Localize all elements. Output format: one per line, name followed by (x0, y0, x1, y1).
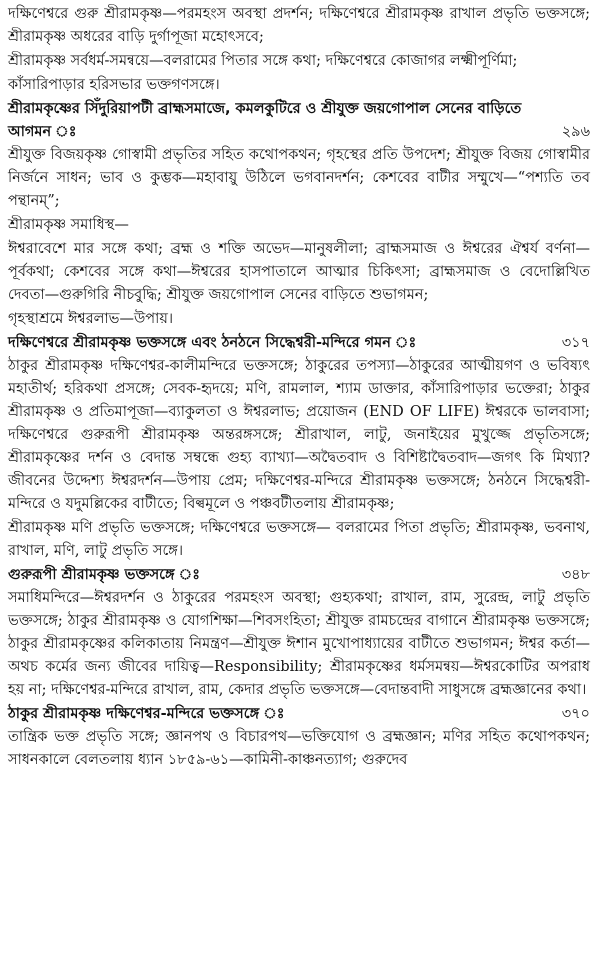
paragraph: তান্ত্রিক ভক্ত প্রভৃতি সঙ্গে; জ্ঞানপথ ও বিচারপথ—ভক্তিযোগ ও ব্রহ্মজ্ঞান; মণির সহিত কথোপকথন; সাধনকালে বেলতলায় ধ্যান ১৮৫৯-৬১—কামিনী-কাঞ্চনত্যাগ; গুরুদেব (8, 729, 590, 768)
paragraph: গৃহস্থাশ্রমে ঈশ্বরলাভ—উপায়। (8, 311, 174, 327)
paragraph: শ্রীরামকৃষ্ণ সমাধিস্থ— (8, 217, 129, 233)
section-title: শ্রীরামকৃষ্ণের সিঁদুরিয়াপটী ব্রাহ্মসমাজে, কমলকুটিরে ও শ্রীযুক্ত জয়গোপাল সেনের বাড়িতে আগমন ঃ (8, 101, 522, 140)
section-heading (8, 332, 590, 355)
paragraph: শ্রীরামকৃষ্ণ সর্বধর্ম-সমন্বয়ে—বলরামের পিতার সঙ্গে কথা; দক্ষিণেশ্বরে কোজাগর লক্ষ্মীপূর্ণিমা; (8, 53, 518, 69)
paragraph: ঠাকুর শ্রীরামকৃষ্ণ দক্ষিণেশ্বর-কালীমন্দিরে ভক্তসঙ্গে; ঠাকুরের তপস্যা—ঠাকুরের আত্মীয়গণ ও ভবিষ্যৎ মহাতীর্থ; হরিকথা প্রসঙ্গে; সেবক-হৃদয়ে; মণি, রামলাল, শ্যাম ডাক্তার, কাঁসারিপাড়ার ভক্তেরা; ঠাকুর শ্রীরামকৃষ্ণ ও প্রতিমাপূজা—ব্যাকুলতা ও ঈশ্বরলাভ; প্রয়োজন (END OF LIFE) ঈশ্বরকে ভালবাসা; দক্ষিণেশ্বরে গুরুরূপী শ্রীরামকৃষ্ণ অন্তরঙ্গসঙ্গে; শ্রীরাখাল, লাটু, জনাইয়ের মুখুজ্জে প্রভৃতিসঙ্গে; শ্রীরামকৃষ্ণের দর্শন ও বেদান্ত সম্বন্ধে গুহ্য ব্যাখ্যা—অদ্বৈতবাদ ও বিশিষ্টাদ্বৈতবাদ—জগৎ কি মিথ্যা? জীবনের উদ্দেশ্য ঈশ্বরদর্শন—উপায় প্রেম; দক্ষিণেশ্বর-মন্দিরে শ্রীরামকৃষ্ণ ভক্তসঙ্গে; ঠনঠনে সিদ্ধেশ্বরী-মন্দিরে ও যদুমল্লিকের বাটীতে; বিল্বমূলে ও পঞ্চবটীতলায় শ্রীরামকৃষ্ণ; (8, 358, 590, 512)
section-heading (8, 98, 590, 144)
section-title: দক্ষিণেশ্বরে শ্রীরামকৃষ্ণ ভক্তসঙ্গে এবং ঠনঠনে সিদ্ধেশ্বরী-মন্দিরে গমন ঃ (8, 335, 417, 351)
page-number: ৩৪৮ (561, 567, 590, 583)
paragraph: ঈশ্বরাবেশে মার সঙ্গে কথা; ব্রহ্ম ও শক্তি অভেদ—মানুষলীলা; ব্রাহ্মসমাজ ও ঈশ্বরের ঐশ্বর্য বর্ণনা—পূর্বকথা; কেশবের সঙ্গে কথা—ঈশ্বরের হাসপাতালে আত্মার চিকিৎসা; ব্রাহ্মসমাজ ও বেদোল্লিখিত দেবতা—গুরুগিরি নীচবুদ্ধি; শ্রীযুক্ত জয়গোপাল সেনের বাড়িতে শুভাগমন; (8, 241, 590, 303)
paragraph: শ্রীরামকৃষ্ণ মণি প্রভৃতি ভক্তসঙ্গে; দক্ষিণেশ্বরে ভক্তসঙ্গে— বলরামের পিতা প্রভৃতি; শ্রীরামকৃষ্ণ, ভবনাথ, রাখাল, মণি, লাটু প্রভৃতি সঙ্গে। (8, 520, 590, 559)
page-number: ২৯৬ (561, 124, 590, 140)
section-heading (8, 564, 590, 587)
section-title: গুরুরূপী শ্রীরামকৃষ্ণ ভক্তসঙ্গে ঃ (8, 567, 200, 583)
paragraph: কাঁসারিপাড়ার হরিসভার ভক্তগণসঙ্গে। (8, 77, 220, 93)
page-number: ৩৭০ (561, 706, 590, 722)
page-number: ৩১৭ (561, 335, 590, 351)
paragraph: শ্রীযুক্ত বিজয়কৃষ্ণ গোস্বামী প্রভৃতির সহিত কথোপকথন; গৃহস্থের প্রতি উপদেশ; শ্রীযুক্ত বিজয় গোস্বামীর নির্জনে সাধন; ভাব ও কুম্ভক—মহাবায়ু উঠিলে ভগবানদর্শন; কেশবের বাটীর সম্মুখে—“পশ্যতি তব পন্থানম্”; (8, 147, 590, 209)
section-title: ঠাকুর শ্রীরামকৃষ্ণ দক্ষিণেশ্বর-মন্দিরে ভক্তসঙ্গে ঃ (8, 706, 285, 722)
paragraph: দক্ষিণেশ্বরে গুরু শ্রীরামকৃষ্ণ—পরমহংস অবস্থা প্রদর্শন; দক্ষিণেশ্বরে শ্রীরামকৃষ্ণ রাখাল প্রভৃতি ভক্তসঙ্গে; শ্রীরামকৃষ্ণ অধরের বাড়ি দুর্গাপূজা মহোৎসবে; (8, 6, 590, 45)
paragraph: সমাধিমন্দিরে—ঈশ্বরদর্শন ও ঠাকুরের পরমহংস অবস্থা; গুহ্যকথা; রাখাল, রাম, সুরেন্দ্র, লাটু প্রভৃতি ভক্তসঙ্গে; ঠাকুর শ্রীরামকৃষ্ণ ও যোগশিক্ষা—শিবসংহিতা; শ্রীযুক্ত রামচন্দ্রের বাগানে শ্রীরামকৃষ্ণ ভক্তসঙ্গে; ঠাকুর শ্রীরামকৃষ্ণের কলিকাতায় নিমন্ত্রণ—শ্রীযুক্ত ঈশান মুখোপাধ্যায়ের বাটীতে শুভাগমন; ঈশ্বর কর্তা—অথচ কর্মের জন্য জীবের দায়িত্ব—Responsibility; শ্রীরামকৃষ্ণের ধর্মসমন্বয়—ঈশ্বরকোটির অপরাধ হয় না; দক্ষিণেশ্বর-মন্দিরে রাখাল, রাম, কেদার প্রভৃতি ভক্তসঙ্গে—বেদান্তবাদী সাধুসঙ্গে ব্রহ্মজ্ঞানের কথা। (8, 590, 590, 698)
section-heading (8, 703, 590, 726)
